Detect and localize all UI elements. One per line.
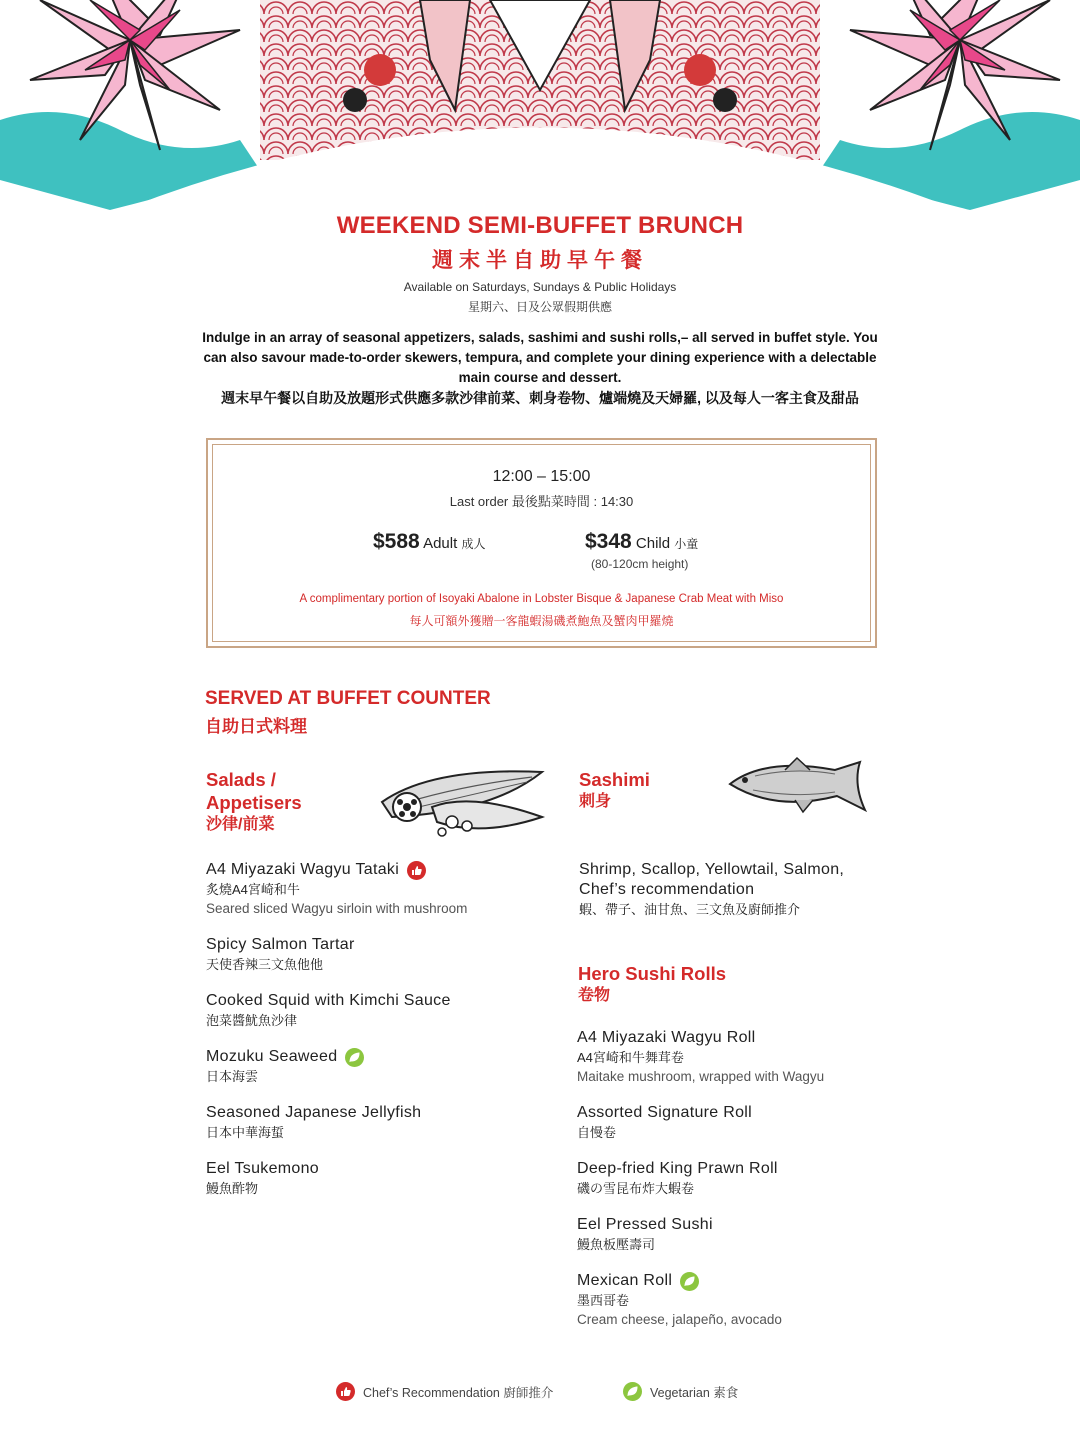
page-title-chinese: 週末半自助早午餐 [432,249,648,272]
adult-price-amount: $588 [373,530,420,553]
item-name-chinese: 墨西哥卷 [577,1293,630,1308]
child-price-amount: $348 [585,530,632,553]
item-name: Seasoned Japanese Jellyfish [206,1104,422,1121]
salads-heading [206,768,302,836]
sashimi-list-line1: Shrimp, Scallop, Yellowtail, Salmon, [579,861,845,878]
child-label: Child [635,535,671,552]
availability-text-chinese: 星期六、日及公眾假期供應 [467,300,612,314]
salads-title-line1: Salads / [206,769,276,790]
item-name-chinese: 天使香辣三文魚他他 [206,957,324,972]
rolls-heading [578,962,726,1007]
sashimi-heading [579,768,650,813]
complimentary-note: A complimentary portion of Isoyaki Abalone in Lobster Bisque & Japanese Crab Meat with Miso [299,593,784,605]
service-hours: 12:00 – 15:00 [492,468,591,485]
menu-item [206,1103,421,1142]
item-name-chinese: 日本中華海蜇 [206,1125,285,1140]
item-name-chinese: A4宮崎和牛舞茸卷 [577,1050,684,1065]
intro-english: Indulge in an array of seasonal appetizers, salads, sashimi and sushi rolls,– all served in buffet style. You can also savour made-to-order skewers, tempura, and complete your dining experience with a delectable main course and dessert. [202,330,878,385]
item-name: Mexican Roll [577,1272,673,1289]
adult-price [373,530,485,554]
item-name: Mozuku Seaweed [206,1048,338,1065]
vegetarian-icon [680,1272,699,1291]
menu-item [577,1103,752,1142]
adult-label: Adult [423,535,458,552]
sashimi-items [579,860,844,919]
complimentary-note-chinese: 每人可額外獲贈一客龍蝦湯磯煮鮑魚及蟹肉甲羅燒 [409,614,674,628]
fish-illustration [725,752,880,822]
menu-item [206,991,451,1030]
section-title-chinese: 自助日式料理 [205,717,307,736]
menu-item [577,1215,713,1254]
legend-chef-label: Chef’s Recommendation 廚師推介 [363,1385,554,1400]
chef-recommendation-icon [407,861,426,880]
item-name-chinese: 自慢卷 [577,1125,617,1140]
sashimi-list-chinese: 蝦、帶子、油甘魚、三文魚及廚師推介 [579,902,801,917]
item-name-chinese: 泡菜醬魷魚沙律 [206,1013,298,1028]
section-heading [205,688,491,737]
legend-vegetarian [623,1382,738,1401]
salads-title-line2: Appetisers [206,792,302,813]
child-price [585,530,698,554]
okra-illustration [372,762,547,847]
menu-item [206,935,355,974]
menu-item [206,1159,319,1198]
item-name: Deep-fried King Prawn Roll [577,1160,778,1177]
item-description: Seared sliced Wagyu sirloin with mushroom [206,901,468,916]
intro-chinese: 週末早午餐以自助及放題形式供應多款沙律前菜、刺身卷物、爐端燒及天婦羅, 以及每人一客主食及甜品 [221,390,859,406]
item-description: Cream cheese, jalapeño, avocado [577,1312,782,1327]
item-name: Spicy Salmon Tartar [206,936,355,953]
item-name: Eel Tsukemono [206,1160,320,1177]
sashimi-list-line2: Chef’s recommendation [579,881,755,898]
legend-chef [336,1382,553,1401]
item-name: Assorted Signature Roll [577,1104,752,1121]
chef-recommendation-icon [336,1382,355,1401]
vegetarian-icon [623,1382,642,1401]
menu-item [206,1047,364,1086]
menu-item [577,1159,778,1198]
adult-label-chinese: 成人 [461,537,486,551]
child-height-note: (80-120cm height) [591,557,689,571]
item-name: A4 Miyazaki Wagyu Tataki [206,861,400,878]
item-name: A4 Miyazaki Wagyu Roll [577,1029,756,1046]
sashimi-title: Sashimi [579,769,650,790]
item-description: Maitake mushroom, wrapped with Wagyu [577,1069,825,1084]
sashimi-title-chinese: 刺身 [579,793,612,810]
intro-text [190,328,890,408]
item-name: Eel Pressed Sushi [577,1216,713,1233]
vegetarian-icon [345,1048,364,1067]
menu-item [577,1028,824,1086]
item-name-chinese: 磯の雪昆布炸大蝦卷 [577,1181,695,1196]
item-name-chinese: 鰻魚板壓壽司 [577,1237,656,1252]
item-name: Cooked Squid with Kimchi Sauce [206,992,451,1009]
section-title: SERVED AT BUFFET COUNTER [205,688,491,709]
last-order-time: Last order 最後點菜時間 : 14:30 [449,494,634,509]
pricing-box-inner [212,444,871,642]
rolls-title-chinese: 卷物 [578,987,611,1004]
menu-item [206,860,467,918]
menu-item [577,1271,782,1329]
header-artwork [0,0,1080,220]
availability-text: Available on Saturdays, Sundays & Public Holidays [403,280,677,294]
page-title: WEEKEND SEMI-BUFFET BRUNCH [336,212,744,239]
item-name-chinese: 鰻魚酢物 [206,1181,259,1196]
title-block [0,212,1080,315]
salads-title-chinese: 沙律/前菜 [206,816,275,833]
rolls-title: Hero Sushi Rolls [578,963,727,984]
pricing-box [206,438,877,648]
item-name-chinese: 炙燒A4宮崎和牛 [206,882,300,897]
item-name-chinese: 日本海雲 [206,1069,259,1084]
legend-veg-label: Vegetarian 素食 [650,1385,739,1400]
child-label-chinese: 小童 [674,537,699,551]
